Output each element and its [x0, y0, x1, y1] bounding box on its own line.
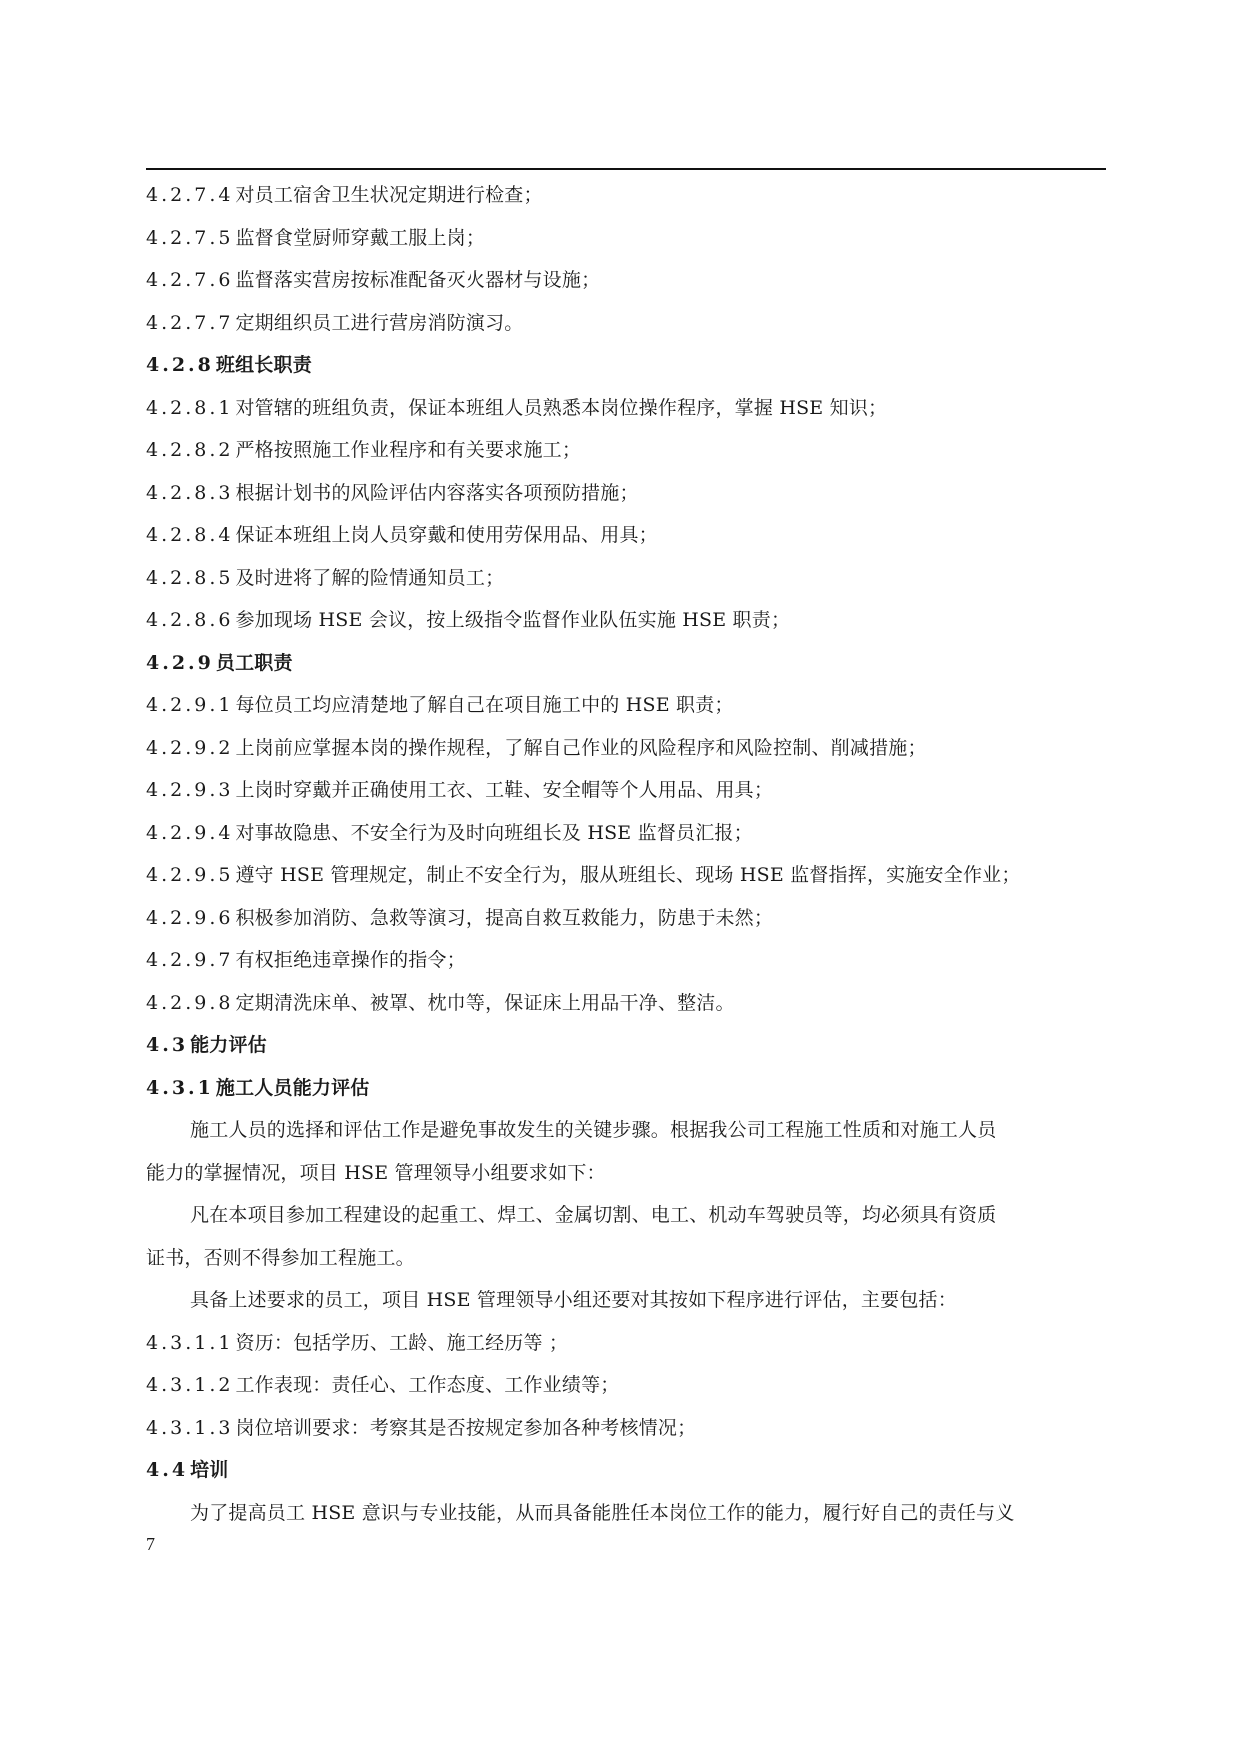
list-item — [146, 217, 1106, 260]
header-rule — [146, 168, 1106, 170]
item-text: 对员工宿舍卫生状况定期进行检查； — [235, 184, 543, 206]
item-number: 4.2.7.5 — [146, 226, 234, 249]
list-item — [146, 472, 1106, 515]
item-text: 员工职责 — [215, 651, 293, 674]
item-number: 4.2.9.1 — [146, 694, 234, 716]
item-number: 4.2.9.2 — [146, 736, 234, 759]
item-text: 能力的掌握情况，项目 HSE 管理领导小组要求如下： — [146, 1161, 606, 1184]
section-heading — [146, 642, 1106, 685]
item-text: 保证本班组上岗人员穿戴和使用劳保用品、用具； — [235, 524, 658, 546]
paragraph-continuation — [146, 1152, 1106, 1195]
section-heading — [146, 1024, 1106, 1067]
list-item — [146, 684, 1106, 727]
item-number: 4.2.8.1 — [146, 396, 234, 419]
item-number: 4.2.8.2 — [146, 439, 234, 461]
item-number: 4.3.1.3 — [146, 1416, 234, 1439]
item-number: 4.4 — [146, 1459, 189, 1481]
paragraph-line — [146, 1492, 1106, 1535]
section-heading — [146, 344, 1106, 387]
paragraph-line — [146, 1109, 1106, 1152]
item-text: 定期组织员工进行营房消防演习。 — [235, 311, 524, 334]
item-number: 4.2.8.6 — [146, 609, 234, 631]
list-item — [146, 599, 1106, 642]
item-text: 施工人员的选择和评估工作是避免事故发生的关键步骤。根据我公司工程施工性质和对施工人员 — [190, 1119, 997, 1141]
list-item — [146, 1322, 1106, 1365]
item-text: 资历：包括学历、工龄、施工经历等 ； — [235, 1331, 569, 1354]
page-number: 7 — [146, 1534, 155, 1554]
item-text: 上岗前应掌握本岗的操作规程，了解自己作业的风险程序和风险控制、削减措施； — [235, 736, 927, 759]
document-body — [146, 174, 1106, 1534]
item-number: 4.2.9.6 — [146, 906, 234, 929]
section-heading — [146, 1067, 1106, 1110]
item-number: 4.3 — [146, 1034, 189, 1056]
item-text: 培训 — [190, 1459, 229, 1481]
list-item — [146, 259, 1106, 302]
list-item — [146, 854, 1106, 897]
item-text: 工作表现：责任心、工作态度、工作业绩等； — [235, 1374, 620, 1396]
item-number: 4.2.9.7 — [146, 949, 234, 971]
list-item — [146, 939, 1106, 982]
paragraph-continuation — [146, 1237, 1106, 1280]
item-text: 及时进将了解的险情通知员工； — [235, 566, 505, 589]
item-number: 4.2.8 — [146, 354, 214, 376]
item-text: 每位员工均应清楚地了解自己在项目施工中的 HSE 职责； — [235, 694, 734, 716]
item-number: 4.2.7.4 — [146, 184, 234, 206]
list-item — [146, 557, 1106, 600]
paragraph-line — [146, 1194, 1106, 1237]
item-text: 监督食堂厨师穿戴工服上岗； — [235, 226, 486, 249]
item-text: 定期清洗床单、被罩、枕巾等，保证床上用品干净、整洁。 — [235, 991, 735, 1014]
list-item — [146, 302, 1106, 345]
section-heading — [146, 1449, 1106, 1492]
list-item — [146, 514, 1106, 557]
item-text: 遵守 HSE 管理规定，制止不安全行为，服从班组长、现场 HSE 监督指挥，实施安全作业； — [235, 864, 1021, 886]
item-number: 4.2.7.7 — [146, 311, 234, 334]
item-text: 积极参加消防、急救等演习，提高自救互救能力，防患于未然； — [235, 906, 774, 929]
item-text: 凡在本项目参加工程建设的起重工、焊工、金属切割、电工、机动车驾驶员等，均必须具有资质 — [190, 1204, 997, 1226]
item-text: 具备上述要求的员工，项目 HSE 管理领导小组还要对其按如下程序进行评估，主要包括： — [190, 1289, 957, 1311]
item-text: 班组长职责 — [215, 354, 312, 376]
list-item — [146, 1364, 1106, 1407]
item-number: 4.2.8.3 — [146, 481, 234, 504]
item-number: 4.2.9.8 — [146, 991, 234, 1014]
list-item — [146, 387, 1106, 430]
list-item — [146, 727, 1106, 770]
item-text: 对事故隐患、不安全行为及时向班组长及 HSE 监督员汇报； — [235, 821, 753, 844]
item-text: 根据计划书的风险评估内容落实各项预防措施； — [235, 481, 639, 504]
list-item — [146, 769, 1106, 812]
list-item — [146, 429, 1106, 472]
list-item — [146, 812, 1106, 855]
item-text: 严格按照施工作业程序和有关要求施工； — [235, 439, 582, 461]
item-text: 对管辖的班组负责，保证本班组人员熟悉本岗位操作程序，掌握 HSE 知识； — [235, 396, 888, 419]
item-number: 4.2.8.5 — [146, 566, 234, 589]
item-text: 岗位培训要求：考察其是否按规定参加各种考核情况； — [235, 1416, 697, 1439]
item-number: 4.3.1 — [146, 1076, 214, 1099]
item-number: 4.3.1.1 — [146, 1331, 234, 1354]
item-number: 4.2.7.6 — [146, 269, 234, 291]
item-number: 4.2.9.4 — [146, 821, 234, 844]
item-text: 施工人员能力评估 — [215, 1076, 370, 1099]
paragraph-line — [146, 1279, 1106, 1322]
item-number: 4.2.9.3 — [146, 779, 234, 801]
item-number: 4.3.1.2 — [146, 1374, 234, 1396]
item-text: 为了提高员工 HSE 意识与专业技能，从而具备能胜任本岗位工作的能力，履行好自己的责任与义 — [190, 1501, 1015, 1524]
list-item — [146, 897, 1106, 940]
item-number: 4.2.8.4 — [146, 524, 234, 546]
item-number: 4.2.9.5 — [146, 864, 234, 886]
item-text: 能力评估 — [190, 1034, 267, 1056]
item-text: 证书，否则不得参加工程施工。 — [146, 1246, 415, 1269]
list-item — [146, 174, 1106, 217]
list-item — [146, 1407, 1106, 1450]
list-item — [146, 982, 1106, 1025]
item-text: 监督落实营房按标准配备灭火器材与设施； — [235, 269, 601, 291]
item-text: 参加现场 HSE 会议，按上级指令监督作业队伍实施 HSE 职责； — [235, 609, 791, 631]
item-text: 上岗时穿戴并正确使用工衣、工鞋、安全帽等个人用品、用具； — [235, 779, 774, 801]
item-number: 4.2.9 — [146, 651, 214, 674]
item-text: 有权拒绝违章操作的指令； — [235, 949, 466, 971]
